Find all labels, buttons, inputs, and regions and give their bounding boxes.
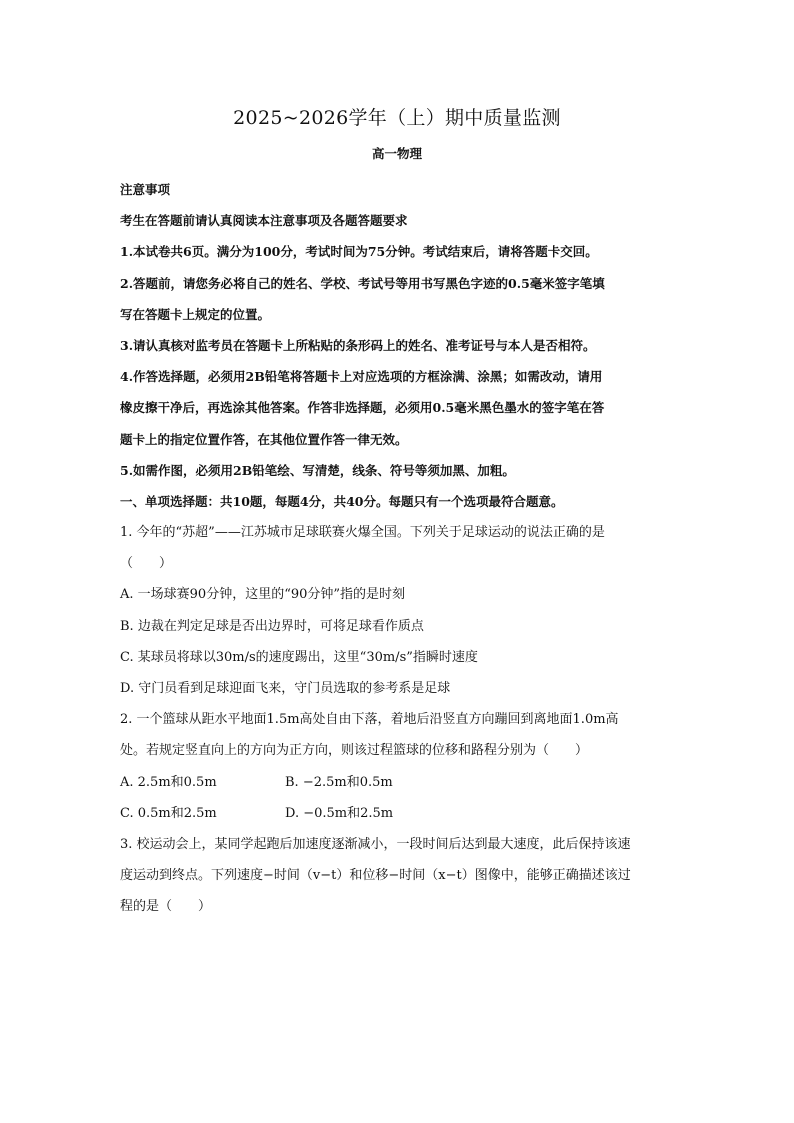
- question-3-stem: 3. 校运动会上，某同学起跑后加速度逐渐减小，一段时间后达到最大速度，此后保持该速: [120, 836, 631, 852]
- notice-item: 3.请认真核对监考员在答题卡上所粘贴的条形码上的姓名、准考证号与本人是否相符。: [120, 337, 596, 353]
- question-2-option-a: A. 2.5m和0.5m: [120, 774, 217, 790]
- notice-item: 4.作答选择题，必须用2B铅笔将答题卡上对应选项的方框涂满、涂黑；如需改动，请用: [120, 369, 603, 385]
- question-3-stem-end: 程的是（ ）: [120, 899, 212, 915]
- notice-item: 橡皮擦干净后，再选涂其他答案。作答非选择题，必须用0.5毫米黑色墨水的签字笔在答: [120, 400, 605, 416]
- notice-item: 写在答题卡上规定的位置。: [120, 306, 271, 322]
- question-1-stem: 1. 今年的“苏超”——江苏城市足球联赛火爆全国。下列关于足球运动的说法正确的是: [120, 525, 605, 541]
- notice-item: 2.答题前，请您务必将自己的姓名、学校、考试号等用书写黑色字迹的0.5毫米签字笔填: [120, 275, 605, 291]
- question-1-option-d: D. 守门员看到足球迎面飞来，守门员选取的参考系是足球: [120, 681, 451, 696]
- question-2-option-c: C. 0.5m和2.5m: [120, 805, 217, 821]
- question-1-stem-cont: （ ）: [120, 556, 173, 572]
- exam-subject: 高一物理: [371, 146, 422, 161]
- exam-title: 2025~2026学年（上）期中质量监测: [233, 107, 561, 129]
- notice-heading: 注意事项: [120, 182, 171, 197]
- notice-item: 5.如需作图，必须用2B铅笔绘、写清楚，线条、符号等须加黑、加粗。: [120, 462, 515, 478]
- question-1-option-c: C. 某球员将球以30m/s的速度踢出，这里“30m/s”指瞬时速度: [120, 649, 478, 665]
- question-2-options-row-1: [120, 767, 680, 798]
- question-2-option-d: D. −0.5m和2.5m: [285, 805, 394, 821]
- question-3-stem-cont: 度运动到终点。下列速度−时间（v−t）和位移−时间（x−t）图像中，能够正确描述该过: [120, 868, 631, 884]
- exam-body: [120, 174, 680, 923]
- question-2-options-row-2: [120, 798, 680, 829]
- notice-item: 题卡上的指定位置作答，在其他位置作答一律无效。: [120, 431, 408, 447]
- question-1-option-a: A. 一场球赛90分钟，这里的“90分钟”指的是时刻: [120, 587, 406, 603]
- section-heading: 一、单项选择题：共10题，每题4分，共40分。每题只有一个选项最符合题意。: [120, 493, 564, 509]
- question-2-option-b: B. −2.5m和0.5m: [285, 774, 393, 790]
- question-2-stem: 2. 一个篮球从距水平地面1.5m高处自由下落，着地后沿竖直方向蹦回到离地面1.0m高: [120, 712, 619, 728]
- notice-item: 1.本试卷共6页。满分为100分，考试时间为75分钟。考试结束后，请将答题卡交回。: [120, 244, 598, 260]
- question-1-option-b: B. 边裁在判定足球是否出边界时，可将足球看作质点: [120, 618, 424, 634]
- notice-intro: 考生在答题前请认真阅读本注意事项及各题答题要求: [120, 213, 408, 229]
- question-2-stem-cont: 处。若规定竖直向上的方向为正方向，则该过程篮球的位移和路程分别为（ ）: [120, 743, 589, 759]
